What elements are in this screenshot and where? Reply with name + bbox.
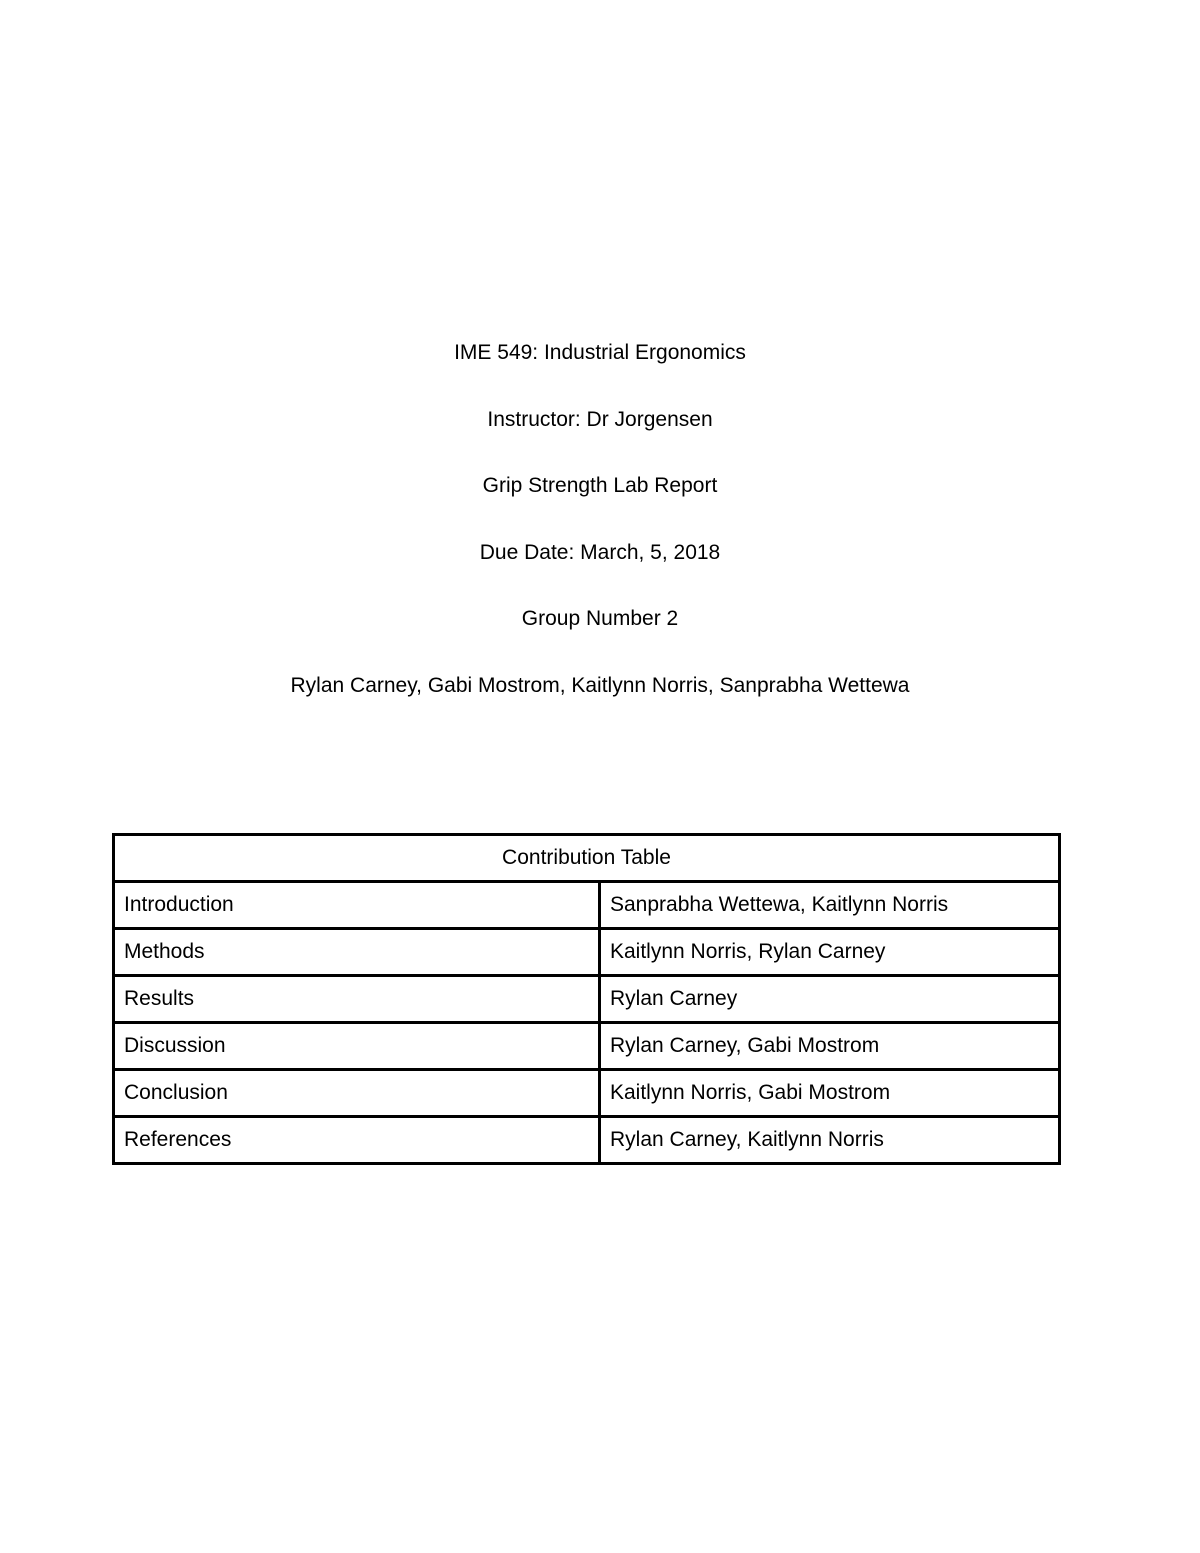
authors-cell: Kaitlynn Norris, Gabi Mostrom: [600, 1070, 1060, 1117]
group-number-line: Group Number 2: [521, 607, 679, 630]
table-row: [114, 1117, 1060, 1164]
authors-cell: Rylan Carney: [600, 976, 1060, 1023]
table-row: [114, 882, 1060, 929]
table-header-row: [114, 835, 1060, 882]
title-block: [0, 339, 1200, 738]
group-members-line: Rylan Carney, Gabi Mostrom, Kaitlynn Norris, Sanprabha Wettewa: [290, 673, 910, 697]
section-cell: References: [114, 1117, 600, 1164]
section-cell: Methods: [114, 929, 600, 976]
authors-cell: Kaitlynn Norris, Rylan Carney: [600, 929, 1060, 976]
report-title: Grip Strength Lab Report: [482, 474, 718, 497]
contribution-table: [112, 833, 1061, 1165]
instructor-line: Instructor: Dr Jorgensen: [487, 407, 713, 431]
table-row: [114, 929, 1060, 976]
authors-cell: Sanprabha Wettewa, Kaitlynn Norris: [600, 882, 1060, 929]
section-cell: Discussion: [114, 1023, 600, 1070]
section-cell: Conclusion: [114, 1070, 600, 1117]
table-title: Contribution Table: [114, 835, 1060, 882]
authors-cell: Rylan Carney, Kaitlynn Norris: [600, 1117, 1060, 1164]
table-row: [114, 1023, 1060, 1070]
authors-cell: Rylan Carney, Gabi Mostrom: [600, 1023, 1060, 1070]
section-cell: Results: [114, 976, 600, 1023]
course-title: IME 549: Industrial Ergonomics: [454, 341, 746, 364]
due-date-line: Due Date: March, 5, 2018: [479, 540, 721, 564]
section-cell: Introduction: [114, 882, 600, 929]
table-row: [114, 976, 1060, 1023]
table-row: [114, 1070, 1060, 1117]
